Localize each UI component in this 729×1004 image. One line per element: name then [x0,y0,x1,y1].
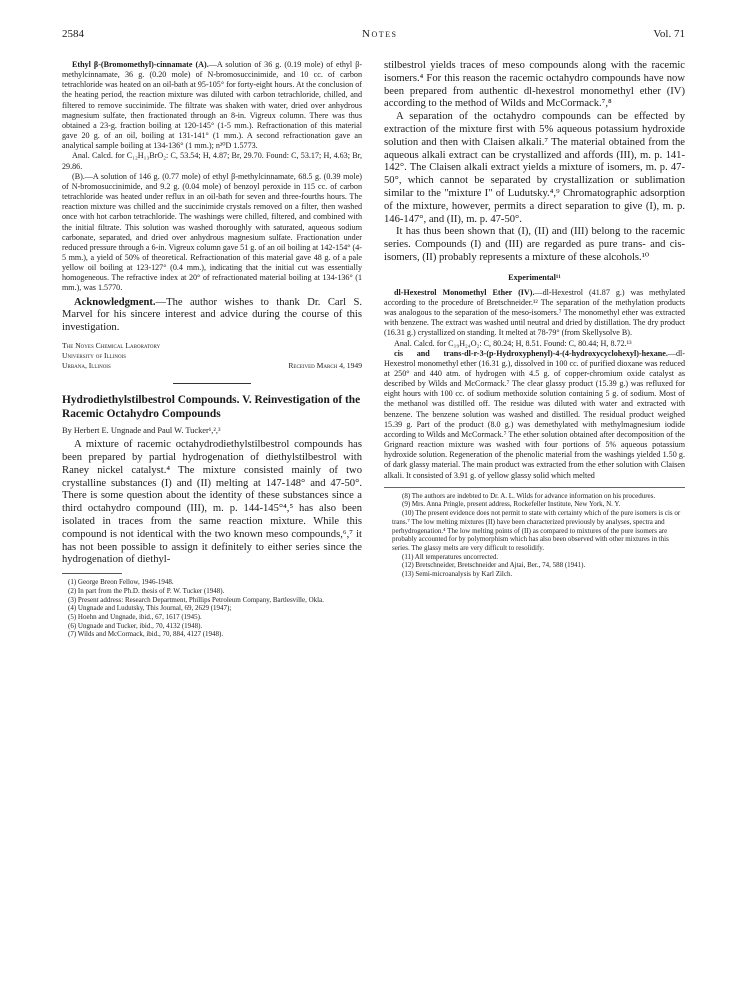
footnote: (8) The authors are indebted to Dr. A. L. Wilds for advance information on his procedures. [402,491,656,500]
experiment-1-heading: dl-Hexestrol Monomethyl Ether (IV). [394,287,535,297]
procedure-a-text: —A solution of 36 g. (0.19 mole) of ethyl β-methylcinnamate, 36 g. (0.20 mole) of N-bromosuccinimide, and 10 cc. of carbon tetrachloride was heated on an oil-bath at 95-105° for forty-eight hours. At the conclusion of the heating period, the reaction mixture was diluted with carbon tetrachloride, chilled, and filtered to remove succinimide. The filtrate was shaken with water, dried over anhydrous magnesium sulfate, then fractionated through an 8-in. Vigreux column. There was thus obtained a 23-g. fraction boiling at 120-145° (1-5 mm.). Refractionation of this material gave 20 g. of an oil, boiling at 131-141° (1 mm.). A second refractionation gave an analytical sample boiling at 134-136° (1 mm.); n²⁰D 1.5773. [62,60,363,151]
volume-label: Vol. 71 [653,28,685,40]
footnote: (10) The present evidence does not permit to state with certainty which of the pure isomers is cis or trans.⁷ The low melting mixtures (II) have been characterized previously by analyses, spectra and perhydrogenation.⁴ The low melting points of (II) as compared to mixtures of the pure isomers are probably accounted for by polymorphism which has also been observed with other mixtures in this series. The glassy melts are very difficult to resolidify. [392,509,681,552]
lab-affiliation [62,341,362,371]
left-column [62,60,362,639]
footnote: (2) In part from the Ph.D. thesis of P. W. Tucker (1948). [68,586,225,595]
acknowledgment-text: —The author wishes to thank Dr. Carl S. Marvel for his sincere interest and advice during the course of this investigation. [62,296,362,334]
footnote: (9) Mrs. Anna Pringle, present address, Rockefeller Institute, New York, N. Y. [402,500,621,509]
introduction [62,439,362,567]
introduction-text: A mixture of racemic octahydrodiethylstilbestrol compounds has been prepared by partial hydrogenation of diethylstilbestrol with Raney nickel catalyst.⁴ The mixture consisted mainly of two crystalline substances (I) and (II) melting at 147-148° and 47-50°. There is some question about the identity of these substances since a third octahydro compound (III), m. p. 144-145°⁴,⁵ has also been isolated in traces from the same reaction mixture. While this compound is not identical with the two known meso compounds,⁶,⁷ it has not been possible to assign it definitely to either series since the hydrogenation of diethyl- [62,439,362,566]
article-authors: By Herbert E. Ungnade and Paul W. Tucker¹,²,³ [62,426,221,436]
article-title: Hydrodiethylstilbestrol Compounds. V. Reinvestigation of the Racemic Octahydro Compounds [62,393,361,420]
right-column [384,60,685,579]
discussion [384,60,685,265]
footnote-divider [62,573,122,574]
footnote: (5) Hoehn and Ungnade, ibid., 67, 1617 (1945). [68,612,202,621]
experimental-heading: Experimental¹¹ [508,272,561,282]
procedure-b: (B).—A solution of 146 g. (0.77 mole) of ethyl β-methylcinnamate, 68.5 g. (0.39 mole) of N-bromosuccinimide, and 9.2 g. (0.04 mole) of benzoyl peroxide in 115 cc. of carbon tetrachloride was heated under reflux in an oil-bath for seven and three-fourths hours. The reaction mixture was chilled and the succinimide crystals removed on a filter, then washed once with hot carbon tetrachloride. The washings were chilled, filtered, and combined with the initial filtrate. This solution was washed thoroughly with saturated, aqueous sodium carbonate, separated, and dried over anhydrous magnesium sulfate. Fractionation under reduced pressure through a 6-in. Vigreux column gave 51 g. of an oil boiling at 142-154° (4-5 mm.), a yield of 50% of theoretical. Refractionation of this material gave 48 g. of a pale yellow oil boiling at 123-127° (0.4 mm.), indicating that the initial cut was essentially homogeneous. The refractive index at 20° of refractionated material boiling at 134-136° (1 mm.), was 1.5770. [62,171,362,293]
section-title: Notes [362,28,398,40]
footnote: (3) Present address: Research Department, Phillips Petroleum Company, Bartlesville, Okla. [68,595,324,604]
analysis-a: Anal. Calcd. for C₁₂H₁₃BrO₂: C, 53.54; H, 4.87; Br, 29.70. Found: C, 53.17; H, 4.63; Br, 29.86. [62,151,362,171]
footnotes-right [384,487,685,579]
footnotes-left [62,578,362,639]
footnote: (11) All temperatures uncorrected. [402,552,499,561]
lab-name: The Noyes Chemical Laboratory [62,340,161,350]
page-header [62,28,685,42]
procedure-a [62,60,362,294]
procedure-a-heading: Ethyl β-(Bromomethyl)-cinnamate (A). [72,60,209,69]
acknowledgment-heading: Acknowledgment. [74,296,156,308]
experiment-1-text: —dl-Hexestrol (41.87 g.) was methylated according to the procedure of Bretschneider.¹² The separation of the methylation products was analogous to the separation of the meso-isomers.⁷ The monomethyl ether was extracted with benzene. The extract was washed until neutral and dried by distillation. The dry product (16.31 g.) crystallized on standing. It melted at 78-79° (from Skellysolve B). [384,287,685,338]
discussion-conclusion: It has thus been shown that (I), (II) and (III) belong to the racemic series. Compounds (I) and (III) are regarded as pure trans- and cis-isomers, (II) probably represents a mixture of these alcohols.¹⁰ [384,226,685,263]
discussion-separation: A separation of the octahydro compounds can be effected by extraction of the mixture first with 5% aqueous potassium hydroxide solution and then with Claisen alkali.⁷ The material obtained from the aqueous alkali extract can be crystallized and affords (III), m. p. 141-142°. The Claisen alkali extract yields a mixture of isomers, m. p. 47-50°, which cannot be separated by crystallization or sublimation similar to the "mixture I" of Ludutsky.⁴,⁹ Chromatographic adsorption of the mixture, however, permits a direct separation to give (I), m. p. 146-147°, and (II), m. p. 47-50°. [384,111,685,225]
footnote: (1) George Breon Fellow, 1946-1948. [68,578,174,587]
page-number: 2584 [62,28,84,40]
lab-city: Urbana, Illinois [62,360,111,370]
footnote: (7) Wilds and McCormack, ibid., 70, 884, 4127 (1948). [68,630,224,639]
footnote: (6) Ungnade and Tucker, ibid., 70, 4132 (1948). [68,621,203,630]
footnote: (13) Semi-microanalysis by Karl Zilch. [402,570,513,579]
experiment-2-text: —dl-Hexestrol monomethyl ether (16.31 g.), dissolved in 100 cc. of purified dioxane was reduced at 250° and 440 atm. of hydrogen with 4.5 g. of copper-chromium oxide catalyst as described by Wilds and McCormack.⁷ The clear glassy product (15.39 g.) was refluxed for eight hours with 100 cc. of sodium methoxide solution containing 5 g. of sodium. Most of the methanol was distilled off. The residue was diluted with water and extracted with benzene. The benzene solution was washed and distilled. The residual product weighed 15.39 g. Part of the product (8.0 g.) was demethylated with methylmagnesium iodide according to Wilds and McCormack.⁷ The ether solution obtained after decomposition of the Grignard reaction mixture was washed with four portions of 5% aqueous potassium hydroxide solution. Regeneration of the phenolic material from the washings yielded 1.50 g. of dark glassy material. The main product was extracted from the ether solution with Claisen alkali. It consisted of 3.91 g. of yellow glassy solid which melted [384,348,685,480]
section-divider [173,383,251,384]
acknowledgment [62,297,362,335]
footnote: (12) Bretschneider, Bretschneider and Ajtai, Ber., 74, 588 (1941). [402,561,586,570]
discussion-continued: stilbestrol yields traces of meso compounds along with the racemic isomers.⁴ For this reason the racemic octahydro compounds have now been prepared from authentic dl-hexestrol monomethyl ether (IV) according to the method of Wilds and McCormack.⁷,⁸ [384,60,685,110]
lab-university: University of Illinois [62,350,127,360]
experiment-2-heading: cis and trans-dl-r-3-(p-Hydroxyphenyl)-4-(4-hydroxycyclohexyl)-hexane. [394,348,668,358]
experimental-section [384,288,685,481]
footnote: (4) Ungnade and Ludutsky, This Journal, 69, 2629 (1947); [68,604,232,613]
received-date: Received March 4, 1949 [288,360,362,370]
experiment-1-analysis: Anal. Calcd. for C₁₉H₂₄O₂: C, 80.24; H, 8.51. Found: C, 80.44; H, 8.72.¹³ [394,338,632,348]
